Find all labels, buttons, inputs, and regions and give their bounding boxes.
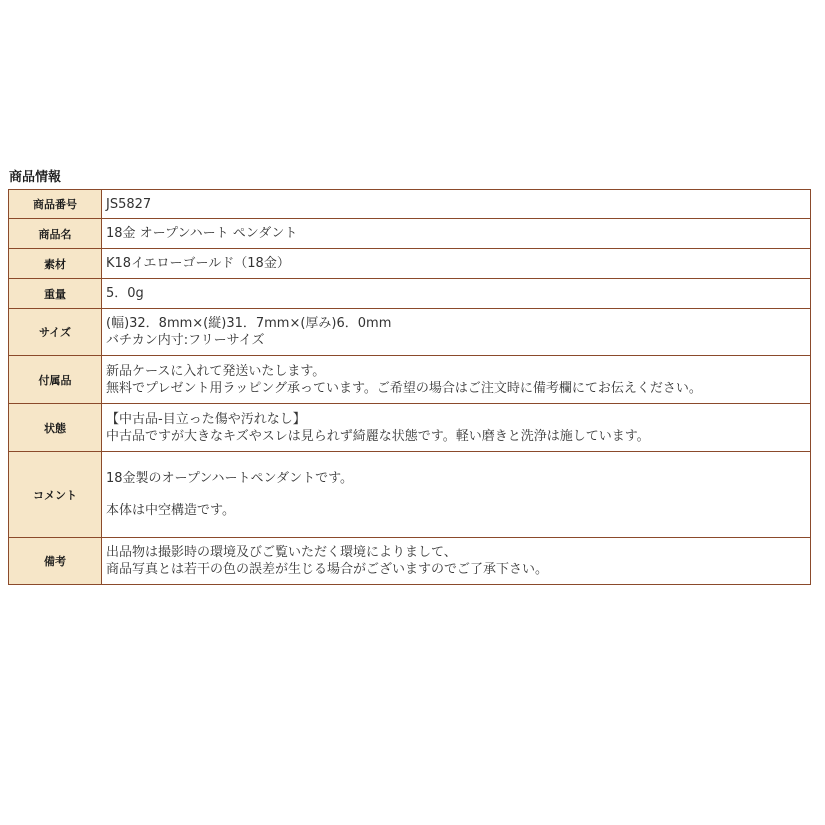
row-value <box>102 219 811 249</box>
row-value <box>102 249 811 279</box>
value-line: 商品写真とは若干の色の誤差が生じる場合がございますのでご了承下さい。 <box>106 562 549 577</box>
value-line: 【中古品-目立った傷や汚れなし】 <box>106 411 306 427</box>
row-label: 重量 <box>9 279 102 309</box>
row-value <box>102 279 811 309</box>
spacer <box>106 487 810 502</box>
value-line: JS5827 <box>106 196 152 212</box>
value-line: 18金 オープンハート ペンダント <box>106 226 298 241</box>
row-value <box>102 404 811 452</box>
value-line: 中古品ですが大きなキズやスレは見られず綺麗な状態です。軽い磨きと洗浄は施しています。 <box>106 428 650 444</box>
row-label: 商品番号 <box>9 190 102 219</box>
table-row-condition <box>9 404 811 452</box>
table-row-comment <box>9 452 811 538</box>
value-line: 無料でプレゼント用ラッピング承っています。ご希望の場合はご注文時に備考欄にてお伝えください。 <box>106 380 702 396</box>
section-title: 商品情報 <box>9 170 62 185</box>
row-label: 素材 <box>9 249 102 279</box>
row-value <box>102 452 811 538</box>
value-line: K18イエローゴールド（18金） <box>106 256 290 271</box>
row-label: 状態 <box>9 404 102 452</box>
row-value <box>102 309 811 356</box>
table-row-product-number <box>9 190 811 219</box>
value-line: 5．0g <box>106 286 144 301</box>
value-line: 新品ケースに入れて発送いたします。 <box>106 363 326 379</box>
table-row-accessories <box>9 356 811 404</box>
row-value <box>102 190 811 219</box>
table-row-size <box>9 309 811 356</box>
row-label: コメント <box>9 452 102 538</box>
row-value <box>102 538 811 585</box>
product-info-table <box>8 189 811 585</box>
row-label: 備考 <box>9 538 102 585</box>
value-line: 出品物は撮影時の環境及びご覧いただく環境によりまして、 <box>106 545 457 560</box>
value-line: 本体は中空構造です。 <box>106 503 235 518</box>
row-value <box>102 356 811 404</box>
value-line: 18金製のオープンハートペンダントです。 <box>106 471 354 486</box>
table-row-remarks <box>9 538 811 585</box>
row-label: 商品名 <box>9 219 102 249</box>
value-line: バチカン内寸:フリーサイズ <box>106 333 265 348</box>
row-label: 付属品 <box>9 356 102 404</box>
table-row-weight <box>9 279 811 309</box>
table-row-material <box>9 249 811 279</box>
table-row-product-name <box>9 219 811 249</box>
row-label: サイズ <box>9 309 102 356</box>
value-line: (幅)32．8mm×(縦)31．7mm×(厚み)6．0mm <box>106 316 392 331</box>
